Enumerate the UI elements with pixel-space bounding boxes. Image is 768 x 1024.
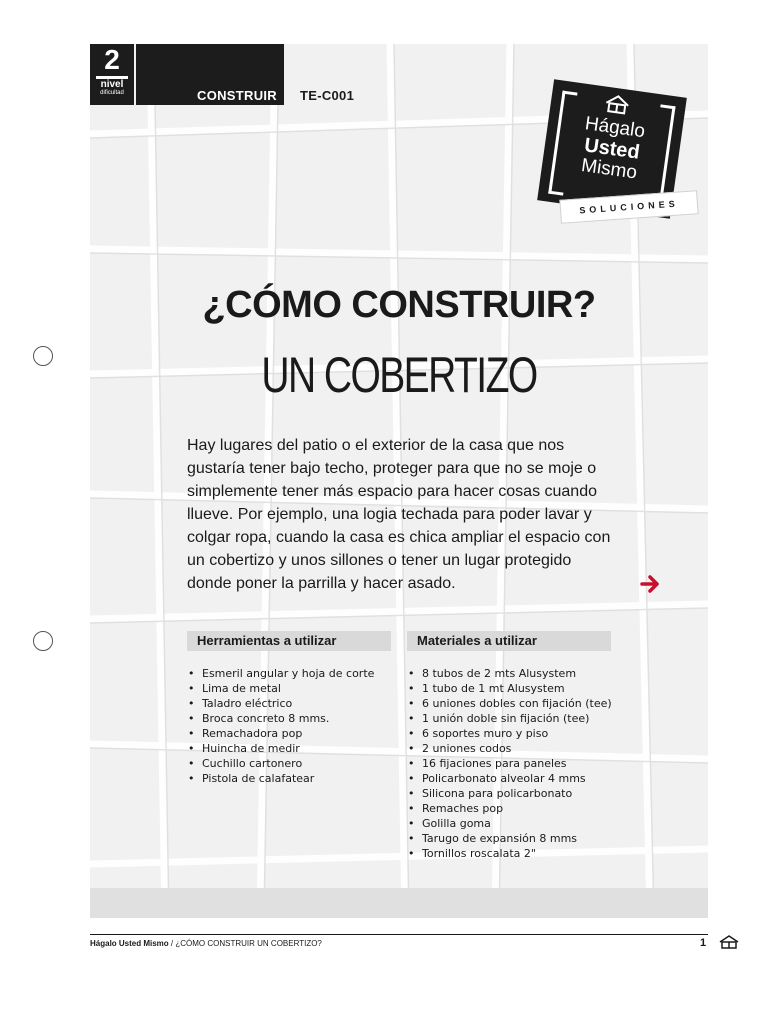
list-item xyxy=(188,771,374,786)
document-code: TE-C001 xyxy=(300,88,355,103)
binder-hole-top xyxy=(33,346,53,366)
list-item-text: Broca concreto 8 mms. xyxy=(202,712,330,725)
list-item-text: 1 unión doble sin fijación (tee) xyxy=(422,712,590,725)
list-item xyxy=(188,666,374,681)
list-item-text: Cuchillo cartonero xyxy=(202,757,303,770)
bullet-icon: • xyxy=(408,712,415,725)
page-title: ¿CÓMO CONSTRUIR? xyxy=(202,284,596,326)
bullet-icon: • xyxy=(188,682,195,695)
list-item-text: Policarbonato alveolar 4 mms xyxy=(422,772,586,785)
list-item-text: 8 tubos de 2 mts Alusystem xyxy=(422,667,577,680)
house-icon xyxy=(603,93,632,116)
list-item xyxy=(408,846,612,861)
materials-heading: Materiales a utilizar xyxy=(407,631,611,651)
house-icon xyxy=(718,934,740,950)
list-item xyxy=(408,831,612,846)
bullet-icon: • xyxy=(408,772,415,785)
bullet-icon: • xyxy=(408,697,415,710)
bullet-icon: • xyxy=(408,847,415,860)
list-item xyxy=(408,771,612,786)
list-item-text: Silicona para policarbonato xyxy=(422,787,573,800)
list-item xyxy=(408,756,612,771)
list-item xyxy=(408,666,612,681)
list-item xyxy=(408,741,612,756)
footer-divider xyxy=(90,934,708,935)
bullet-icon: • xyxy=(188,727,195,740)
tools-list xyxy=(188,666,374,786)
list-item-text: Golilla goma xyxy=(422,817,491,830)
level-sublabel: dificultad xyxy=(100,90,124,96)
list-item-text: Remaches pop xyxy=(422,802,504,815)
footer-title: ¿CÓMO CONSTRUIR UN COBERTIZO? xyxy=(175,939,322,948)
logo-line-2: Usted xyxy=(582,134,642,164)
tools-heading: Herramientas a utilizar xyxy=(187,631,391,651)
bullet-icon: • xyxy=(408,742,415,755)
bullet-icon: • xyxy=(188,772,195,785)
list-item xyxy=(408,726,612,741)
logo-line-1: Hágalo xyxy=(583,113,647,143)
list-item-text: Esmeril angular y hoja de corte xyxy=(202,667,375,680)
materials-list xyxy=(408,666,612,861)
difficulty-level-badge xyxy=(90,44,134,105)
list-item xyxy=(408,696,612,711)
binder-hole-bottom xyxy=(33,631,53,651)
level-label: nivel xyxy=(100,79,124,90)
list-item-text: 6 soportes muro y piso xyxy=(422,727,549,740)
bullet-icon: • xyxy=(408,682,415,695)
footer-brand: Hágalo Usted Mismo xyxy=(90,939,169,948)
list-item-text: Remachadora pop xyxy=(202,727,303,740)
list-item-text: 1 tubo de 1 mt Alusystem xyxy=(422,682,565,695)
bullet-icon: • xyxy=(188,697,195,710)
list-item-text: 2 uniones codos xyxy=(422,742,512,755)
next-arrow-icon[interactable] xyxy=(640,574,662,594)
bullet-icon: • xyxy=(188,712,195,725)
list-item xyxy=(188,726,374,741)
bullet-icon: • xyxy=(188,667,195,680)
level-number: 2 xyxy=(104,44,120,75)
bottom-band xyxy=(90,888,708,918)
list-item-text: Tarugo de expansión 8 mms xyxy=(422,832,578,845)
list-item-text: Lima de metal xyxy=(202,682,281,695)
intro-paragraph: Hay lugares del patio o el exterior de la casa que nos gustaría tener bajo techo, proteger para que no se moje o simplemente tener más espacio para hacer cosas cuando llueve. Por ejemplo, una logia techada para poder lavar y colgar ropa, cuando la casa es chica ampliar el espacio con un cobertizo y unos sillones o tener un lugar protegido donde poner la parrilla y hacer asado. xyxy=(187,437,611,592)
list-item xyxy=(188,756,374,771)
logo-ribbon: SOLUCIONES xyxy=(559,190,698,224)
list-item xyxy=(408,681,612,696)
bullet-icon: • xyxy=(408,787,415,800)
list-item xyxy=(188,741,374,756)
list-item xyxy=(408,786,612,801)
list-item-text: Pistola de calafatear xyxy=(202,772,315,785)
page-number: 1 xyxy=(700,937,707,949)
list-item-text: 6 uniones dobles con fijación (tee) xyxy=(422,697,612,710)
page-subtitle: UN COBERTIZO xyxy=(261,347,537,403)
list-item xyxy=(408,816,612,831)
list-item-text: Huincha de medir xyxy=(202,742,300,755)
bullet-icon: • xyxy=(408,832,415,845)
list-item-text: 16 fijaciones para paneles xyxy=(422,757,567,770)
bullet-icon: • xyxy=(408,817,415,830)
list-item xyxy=(188,711,374,726)
bullet-icon: • xyxy=(408,757,415,770)
list-item xyxy=(408,711,612,726)
list-item xyxy=(188,681,374,696)
bullet-icon: • xyxy=(188,757,195,770)
list-item xyxy=(188,696,374,711)
logo-line-3: Mismo xyxy=(579,155,639,184)
list-item xyxy=(408,801,612,816)
bullet-icon: • xyxy=(408,667,415,680)
bullet-icon: • xyxy=(408,802,415,815)
bullet-icon: • xyxy=(408,727,415,740)
footer-caption xyxy=(90,939,322,948)
bullet-icon: • xyxy=(188,742,195,755)
category-label: CONSTRUIR xyxy=(197,88,277,103)
list-item-text: Taladro eléctrico xyxy=(202,697,293,710)
list-item-text: Tornillos roscalata 2" xyxy=(422,847,536,860)
footer-separator: / xyxy=(168,939,176,948)
